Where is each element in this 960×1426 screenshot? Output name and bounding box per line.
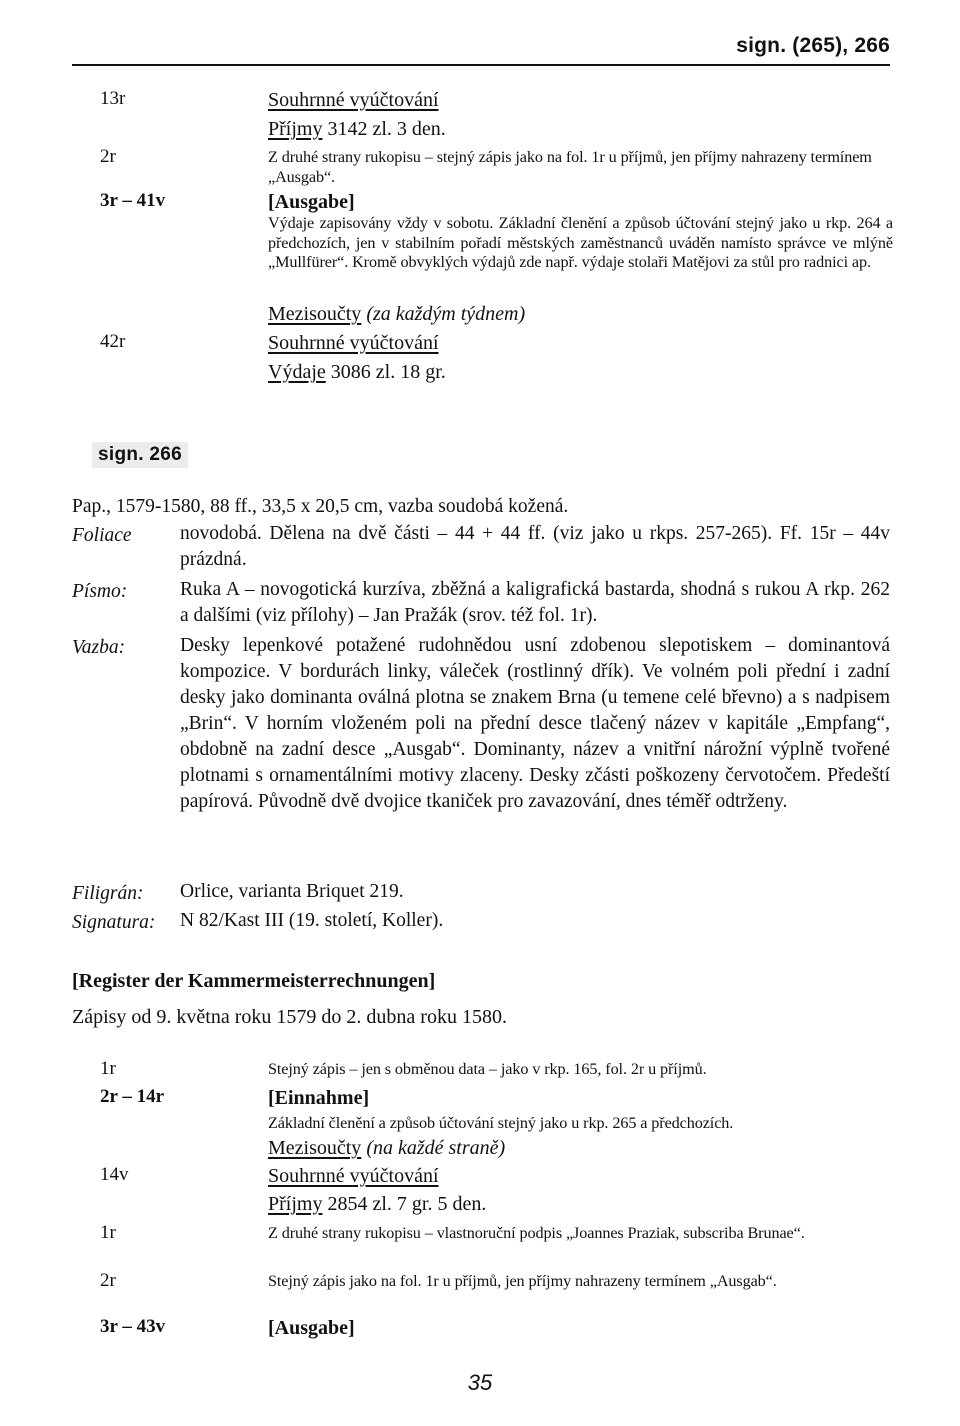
field-label-pismo: Písmo: bbox=[72, 581, 128, 602]
folio-ref: 3r – 43v bbox=[100, 1316, 166, 1337]
field-label-foliace: Foliace bbox=[72, 525, 132, 546]
register-title: [Register der Kammermeisterrechnungen] bbox=[72, 970, 436, 992]
italic-note: (na každé straně) bbox=[361, 1137, 506, 1159]
entry-sentence: Z druhé strany rukopisu – stejný zápis jako na fol. 1r u příjmů, jen příjmy nahrazeny termínem „Ausgab“. bbox=[268, 148, 872, 186]
folio-ref: 14v bbox=[100, 1164, 129, 1185]
entry-text bbox=[268, 117, 893, 141]
folio-ref: 1r bbox=[100, 1058, 116, 1079]
entry-text bbox=[268, 214, 893, 273]
underlined-heading: Příjmy bbox=[268, 118, 323, 140]
folio-ref: 13r bbox=[100, 88, 126, 109]
register-date-range: Zápisy od 9. května roku 1579 do 2. dubna roku 1580. bbox=[72, 1006, 507, 1028]
folio-ref: 1r bbox=[100, 1222, 116, 1243]
entry-text bbox=[268, 190, 893, 214]
entry-text bbox=[268, 331, 893, 355]
folio-ref: 2r – 14r bbox=[100, 1086, 165, 1107]
section-heading: [Ausgabe] bbox=[268, 1317, 355, 1339]
running-head-signature: sign. (265), 266 bbox=[736, 34, 890, 57]
folio-ref: 2r bbox=[100, 1270, 116, 1291]
entry-text bbox=[268, 1114, 893, 1134]
entry-text bbox=[268, 302, 893, 326]
folio-ref: 3r – 41v bbox=[100, 190, 166, 211]
entry-text bbox=[268, 1164, 893, 1188]
section-title: sign. 266 bbox=[92, 442, 188, 468]
entry-text bbox=[268, 1272, 893, 1292]
amount-text: 3142 zl. 3 den. bbox=[322, 118, 446, 140]
field-label-filigran: Filigrán: bbox=[72, 883, 144, 904]
entry-paragraph: Výdaje zapisovány vždy v sobotu. Základní členění a způsob účtování stejný jako u rkp. 264 a předchozích, jen v stabilním pořadí městských zaměstnanců uváděn namísto správce ve mlýně „Mullfürer“. Kromě obvyklých výdajů zde např. výdaje stolaři Matějovi za stůl pro radnici ap. bbox=[268, 214, 893, 271]
entry-text bbox=[268, 1192, 893, 1216]
underlined-heading: Mezisoučty bbox=[268, 303, 362, 325]
folio-ref: 42r bbox=[100, 331, 126, 352]
entry-sentence: Stejný zápis jako na fol. 1r u příjmů, jen příjmy nahrazeny termínem „Ausgab“. bbox=[268, 1272, 777, 1290]
field-value-foliace: novodobá. Dělena na dvě části – 44 + 44 ff. (viz jako u rkps. 257-265). Ff. 15r – 44v prázdná. bbox=[180, 523, 890, 570]
amount-text: 2854 zl. 7 gr. 5 den. bbox=[322, 1193, 487, 1215]
underlined-heading: Souhrnné vyúčtování bbox=[268, 1165, 439, 1187]
field-label-vazba: Vazba: bbox=[72, 637, 126, 658]
page-header bbox=[72, 28, 890, 66]
underlined-heading: Výdaje bbox=[268, 361, 326, 383]
entry-text bbox=[268, 148, 893, 187]
entry-text bbox=[268, 1060, 893, 1080]
entry-text bbox=[268, 88, 893, 112]
entry-text bbox=[268, 1316, 893, 1340]
underlined-heading: Souhrnné vyúčtování bbox=[268, 332, 439, 354]
folio-ref: 2r bbox=[100, 146, 116, 167]
italic-note: (za každým týdnem) bbox=[361, 303, 526, 325]
field-label-signatura: Signatura: bbox=[72, 912, 156, 933]
section-heading: [Ausgabe] bbox=[268, 191, 355, 213]
underlined-heading: Souhrnné vyúčtování bbox=[268, 89, 439, 111]
underlined-heading: Příjmy bbox=[268, 1193, 323, 1215]
entry-text bbox=[268, 1136, 893, 1160]
physical-description: Pap., 1579-1580, 88 ff., 33,5 x 20,5 cm, vazba soudobá kožená. bbox=[72, 496, 569, 517]
field-value-filigran: Orlice, varianta Briquet 219. bbox=[180, 881, 404, 902]
entry-text bbox=[268, 360, 893, 384]
entry-sentence: Stejný zápis – jen s obměnou data – jako v rkp. 165, fol. 2r u příjmů. bbox=[268, 1060, 707, 1078]
amount-text: 3086 zl. 18 gr. bbox=[325, 361, 446, 383]
field-value-vazba: Desky lepenkové potažené rudohnědou usní zdobenou slepotiskem – dominantová kompozice. V bordurách linky, váleček (rostlinný dřík). Ve volném poli přední i zadní desky jako dominanta oválná plotna se znakem Brna (u temene celé břevno) a s nadpisem „Brin“. V horním vloženém poli na přední desce tlačený název v kapitále „Empfang“, obdobně na zadní desce „Ausgab“. Dominanty, název a vnitřní nárožní výplně tvořené plotnami s ornamentálními motivy zlaceny. Desky zčásti poškozeny červotočem. Předeští papírová. Původně dvě dvojice tkaniček pro zavazování, dnes téměř odtrženy. bbox=[180, 635, 890, 812]
field-value-pismo: Ruka A – novogotická kurzíva, zběžná a kaligrafická bastarda, shodná s rukou A rkp. 262 a dalšími (viz přílohy) – Jan Pražák (srov. též fol. 1r). bbox=[180, 579, 890, 626]
section-heading: [Einnahme] bbox=[268, 1087, 370, 1109]
entry-text bbox=[268, 1086, 893, 1110]
underlined-heading: Mezisoučty bbox=[268, 1137, 362, 1159]
page-number: 35 bbox=[467, 1370, 493, 1395]
entry-sentence: Základní členění a způsob účtování stejný jako u rkp. 265 a předchozích. bbox=[268, 1114, 734, 1132]
field-value-signatura: N 82/Kast III (19. století, Koller). bbox=[180, 910, 444, 931]
entry-text bbox=[268, 1224, 893, 1244]
entry-sentence: Z druhé strany rukopisu – vlastnoruční podpis „Joannes Praziak, subscriba Brunae“. bbox=[268, 1224, 805, 1242]
